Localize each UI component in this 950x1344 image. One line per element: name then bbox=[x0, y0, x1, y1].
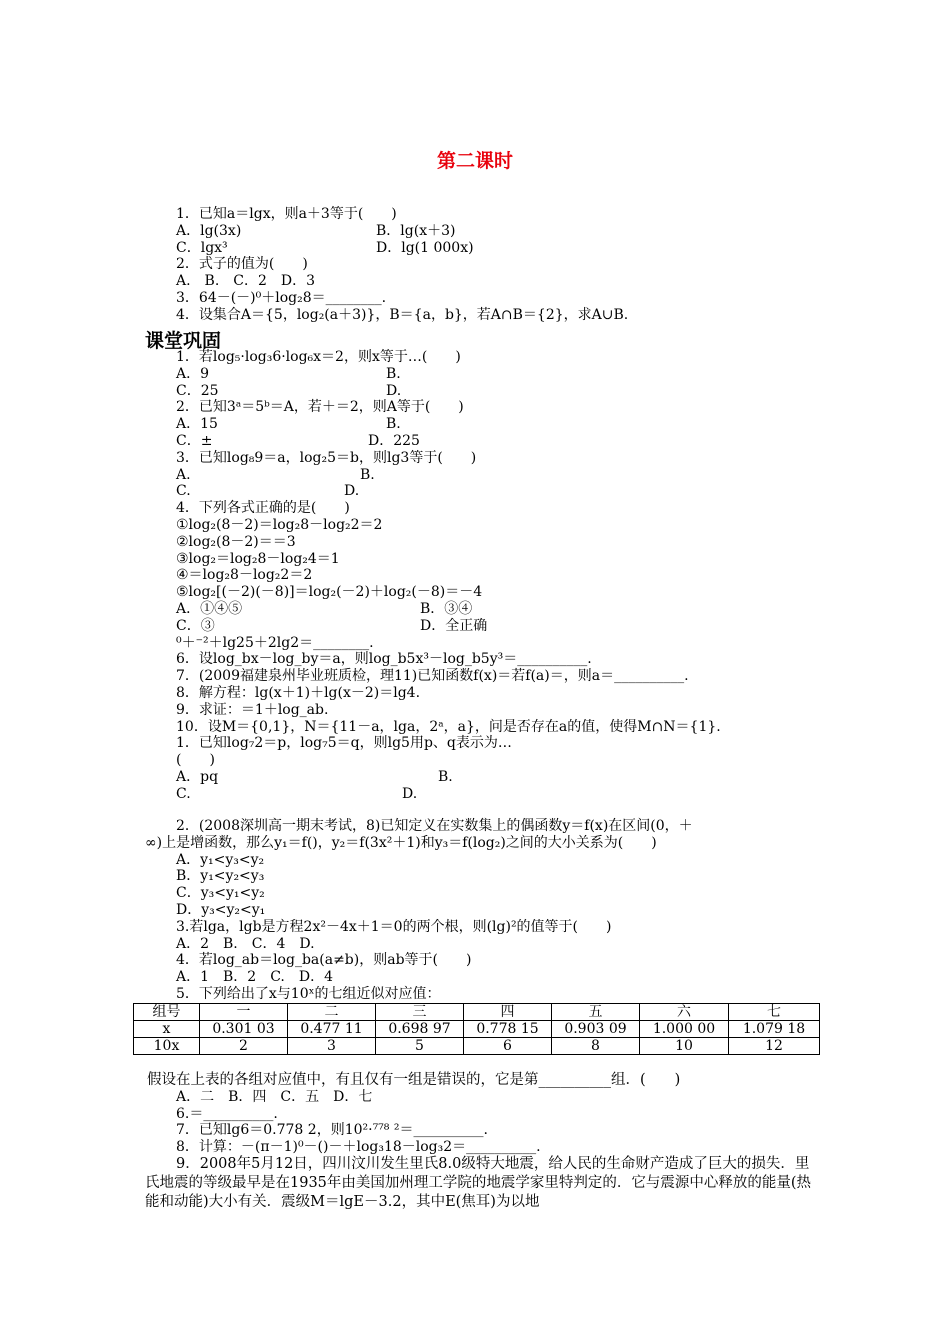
line: A．lg(3x) B．lg(x＋3) bbox=[176, 222, 456, 239]
line: 10．设M＝{0,1}，N＝{11－a，lga，2ᵃ，a}，问是否存在a的值，使得M∩N＝{1}. bbox=[176, 718, 721, 735]
table-row bbox=[134, 1021, 820, 1038]
pre-exercises bbox=[176, 206, 628, 324]
option-b: B. bbox=[360, 466, 375, 483]
line: C．y₃<y₁<y₂ bbox=[176, 885, 265, 902]
line: A．y₁<y₃<y₂ bbox=[176, 851, 265, 868]
option-d: D．225 bbox=[368, 432, 420, 449]
earthquake-paragraph: 9．2008年5月12日，四川汶川发生里氏8.0级特大地震，给人民的生命财产造成了巨大的损失．里氏地震的等级最早是在1935年由美国加州理工学院的地震学家里特判定的．它与震源中心释放的能量(热能和动能)大小有关．震级M＝lgE－3.2，其中E(焦耳)为以地 bbox=[145, 1156, 812, 1210]
option-b: B．lg(x＋3) bbox=[376, 222, 456, 239]
line: 8．计算：－(π－1)⁰－()－＋log₃18－log₃2＝__________. bbox=[176, 1139, 541, 1156]
option-d: D．lg(1 000x) bbox=[376, 239, 474, 256]
table-cell: 三 bbox=[376, 1004, 464, 1021]
line: 2．式子的值为( ) bbox=[176, 256, 308, 273]
table-cell: 七 bbox=[729, 1004, 820, 1021]
table-cell: 一 bbox=[200, 1004, 288, 1021]
line: A. B. C．2 D．3 bbox=[176, 273, 316, 290]
line: ∞)上是增函数，那么y₁＝f()，y₂＝f(3x²＋1)和y₃＝f(log₂)之间的大小关系为( ) bbox=[145, 834, 657, 851]
option-b: B. bbox=[438, 768, 453, 785]
line: A. B. bbox=[176, 466, 375, 483]
table-cell: 10 bbox=[640, 1038, 729, 1055]
table-cell: 8 bbox=[552, 1038, 640, 1055]
main-exercises bbox=[176, 349, 721, 803]
table-cell: 3 bbox=[288, 1038, 376, 1055]
line: A．9 B. bbox=[176, 365, 401, 382]
table-cell: 四 bbox=[464, 1004, 552, 1021]
table-cell: 组号 bbox=[134, 1004, 200, 1021]
line: ( ) bbox=[176, 752, 215, 769]
table-cell: 六 bbox=[640, 1004, 729, 1021]
line: 9．求证：＝1＋log_ab. bbox=[176, 701, 329, 718]
line: 2．(2008深圳高一期末考试，8)已知定义在实数集上的偶函数y＝f(x)在区间(0，＋ bbox=[176, 818, 693, 834]
table-cell: 0.301 03 bbox=[200, 1021, 288, 1038]
option-d: D. bbox=[386, 382, 402, 399]
table-cell: 5 bbox=[376, 1038, 464, 1055]
line: 8．解方程：lg(x＋1)＋lg(x－2)＝lg4. bbox=[176, 684, 421, 701]
line: A．pq B. bbox=[176, 768, 453, 785]
line: A．①④⑤ B．③④ bbox=[176, 600, 473, 617]
line: 4．设集合A＝{5，log₂(a＋3)}，B＝{a，b}，若A∩B＝{2}，求A∪B. bbox=[176, 306, 629, 323]
line: 7．已知lg6＝0.778 2，则10²·⁷⁷⁸ ²＝__________. bbox=[176, 1122, 488, 1139]
page-title: 第二课时 bbox=[436, 150, 513, 172]
line: 1．已知a＝lgx，则a＋3等于( ) bbox=[176, 206, 397, 222]
section-heading: 课堂巩固 bbox=[145, 330, 222, 352]
table-cell: 二 bbox=[288, 1004, 376, 1021]
data-table bbox=[133, 1003, 820, 1055]
table-cell: 五 bbox=[552, 1004, 640, 1021]
option-b: B. bbox=[386, 416, 401, 433]
table-cell: 1.079 18 bbox=[729, 1021, 820, 1038]
table-header-row bbox=[134, 1004, 820, 1021]
extra-exercises bbox=[145, 818, 816, 1003]
line: 6．设log_bx－log_by＝a，则log_b5x³－log_b5y³＝__________. bbox=[176, 651, 592, 668]
line: C．③ D．全正确 bbox=[176, 617, 488, 634]
line: 4．下列各式正确的是( ) bbox=[176, 500, 350, 517]
line: ④＝log₂8－log₂2＝2 bbox=[176, 567, 313, 584]
line: C．25 D. bbox=[176, 382, 402, 399]
table-cell: 1.000 00 bbox=[640, 1021, 729, 1038]
line: B．y₁<y₂<y₃ bbox=[176, 868, 265, 885]
line: A．2 B. C．4 D. bbox=[176, 935, 315, 952]
table-cell: 0.477 11 bbox=[288, 1021, 376, 1038]
option-d: D. bbox=[402, 785, 418, 802]
line: A．二 B．四 C．五 D．七 bbox=[176, 1088, 373, 1105]
line: C. D. bbox=[176, 785, 418, 802]
post-table-exercises bbox=[147, 1072, 709, 1156]
line: A．15 B. bbox=[176, 416, 401, 433]
line: ②log₂(8－2)＝＝3 bbox=[176, 533, 296, 550]
line: 1．已知log₇2＝p，log₇5＝q，则lg5用p、q表示为… bbox=[176, 735, 512, 752]
table-cell: 0.698 97 bbox=[376, 1021, 464, 1038]
line: 2．已知3ᵃ＝5ᵇ＝A，若＋＝2，则A等于( ) bbox=[176, 399, 464, 416]
table-cell: 0.778 15 bbox=[464, 1021, 552, 1038]
table-cell: 6 bbox=[464, 1038, 552, 1055]
table-cell: x bbox=[134, 1021, 200, 1038]
table-cell: 0.903 09 bbox=[552, 1021, 640, 1038]
option-b: B. bbox=[386, 365, 401, 382]
table-cell: 10x bbox=[134, 1038, 200, 1055]
line: 1．若log₅·log₃6·log₆x＝2，则x等于…( ) bbox=[176, 349, 461, 365]
line: ⁰＋⁻²＋lg25＋2lg2＝________. bbox=[176, 634, 374, 651]
line: C．± D．225 bbox=[176, 432, 420, 449]
line: C．lgx³ D．lg(1 000x) bbox=[176, 239, 474, 256]
line: ③log₂＝log₂8－log₂4＝1 bbox=[176, 550, 340, 567]
line: 7．(2009福建泉州毕业班质检，理11)已知函数f(x)＝若f(a)＝，则a＝__________. bbox=[176, 668, 689, 685]
line: 假设在上表的各组对应值中，有且仅有一组是错误的，它是第__________组．( ) bbox=[147, 1072, 681, 1088]
line: 4．若log_ab＝log_ba(a≠b)，则ab等于( ) bbox=[176, 952, 472, 969]
line: D．y₃<y₂<y₁ bbox=[176, 901, 266, 918]
line: 6.＝__________. bbox=[176, 1105, 278, 1122]
table-cell: 12 bbox=[729, 1038, 820, 1055]
line: 3．64－(－)⁰＋log₂8＝________. bbox=[176, 289, 387, 306]
line: A．1 B．2 C. D．4 bbox=[176, 969, 334, 986]
line: 3．已知log₈9＝a，log₂5＝b，则lg3等于( ) bbox=[176, 449, 477, 466]
line: C. D. bbox=[176, 483, 360, 500]
line: ⑤log₂[(－2)(－8)]＝log₂(－2)＋log₂(－8)＝－4 bbox=[176, 584, 483, 601]
table-cell: 2 bbox=[200, 1038, 288, 1055]
line: ①log₂(8－2)＝log₂8－log₂2＝2 bbox=[176, 516, 383, 533]
option-d: D. bbox=[344, 483, 360, 500]
table-row bbox=[134, 1038, 820, 1055]
line: 5．下列给出了x与10ˣ的七组近似对应值： bbox=[176, 985, 441, 1002]
option-d: D．全正确 bbox=[420, 617, 488, 634]
line: 3.若lga，lgb是方程2x²－4x＋1＝0的两个根，则(lg)²的值等于( ) bbox=[176, 918, 612, 935]
option-b: B．③④ bbox=[420, 600, 473, 617]
